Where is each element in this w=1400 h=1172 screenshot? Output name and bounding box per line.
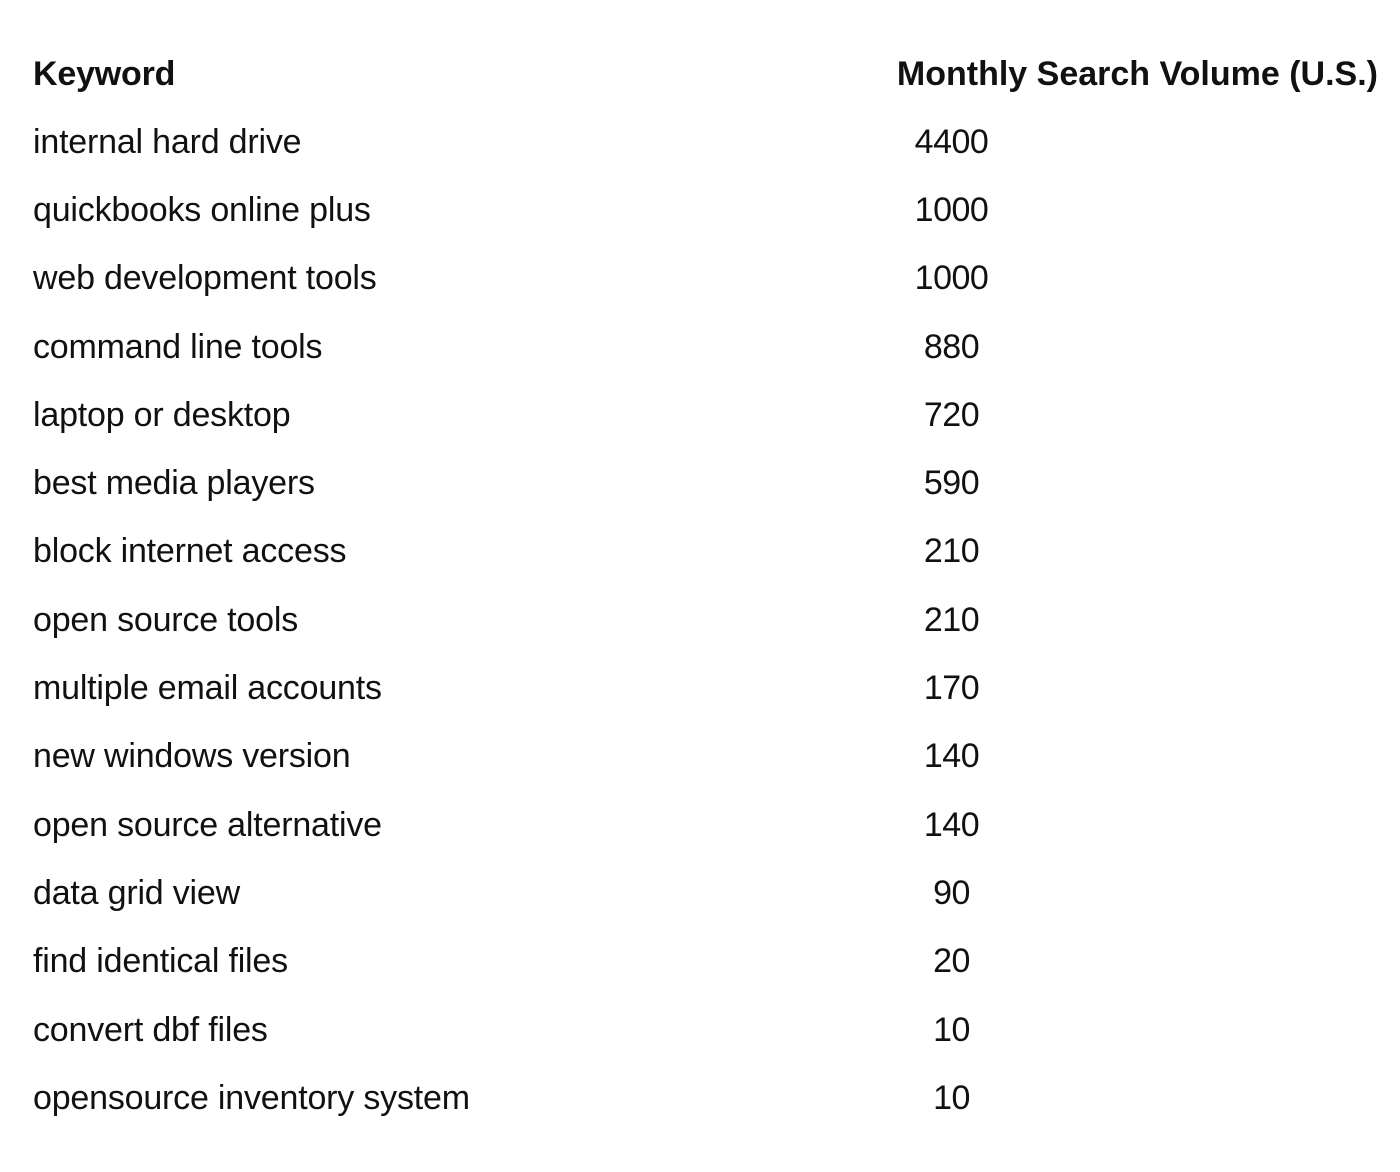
volume-cell: 10 — [933, 1010, 970, 1049]
keyword-cell: new windows version — [33, 737, 351, 776]
keyword-cell: open source alternative — [33, 805, 382, 844]
volume-cell-wrapper — [873, 259, 1378, 298]
keyword-cell: open source tools — [33, 600, 298, 639]
volume-cell-wrapper — [873, 806, 1378, 845]
table-row — [33, 654, 1378, 722]
keyword-cell: command line tools — [33, 327, 323, 366]
volume-cell-wrapper — [873, 1079, 1378, 1118]
volume-cell: 1000 — [914, 259, 989, 298]
keyword-cell: multiple email accounts — [33, 669, 382, 708]
keyword-column-header: Keyword — [33, 54, 176, 93]
keyword-volume-table — [33, 40, 1378, 1132]
table-row — [33, 928, 1378, 996]
volume-cell-wrapper — [873, 601, 1378, 640]
volume-cell-wrapper — [873, 464, 1378, 503]
volume-cell: 90 — [933, 873, 970, 912]
volume-cell-wrapper — [873, 191, 1378, 230]
keyword-cell: internal hard drive — [33, 122, 302, 161]
volume-cell: 1000 — [914, 190, 989, 229]
table-row — [33, 723, 1378, 791]
keyword-cell: block internet access — [33, 532, 347, 571]
volume-cell-wrapper — [873, 942, 1378, 981]
volume-cell: 20 — [933, 942, 970, 981]
keyword-cell: best media players — [33, 464, 315, 503]
volume-cell-wrapper — [873, 532, 1378, 571]
volume-cell: 210 — [923, 532, 980, 571]
keyword-cell: find identical files — [33, 942, 288, 981]
volume-cell: 170 — [923, 669, 980, 708]
volume-cell: 140 — [923, 737, 980, 776]
table-row — [33, 108, 1378, 176]
table-row — [33, 859, 1378, 927]
volume-cell-wrapper — [873, 123, 1378, 162]
keyword-cell: laptop or desktop — [33, 395, 291, 434]
volume-cell: 880 — [923, 327, 980, 366]
table-body — [33, 108, 1378, 1132]
table-row — [33, 449, 1378, 517]
table-row — [33, 996, 1378, 1064]
volume-cell: 720 — [923, 395, 980, 434]
keyword-cell: data grid view — [33, 873, 240, 912]
keyword-cell: web development tools — [33, 259, 377, 298]
volume-cell: 4400 — [914, 122, 989, 161]
table-row — [33, 518, 1378, 586]
table-row — [33, 586, 1378, 654]
table-row — [33, 1064, 1378, 1132]
keyword-cell: opensource inventory system — [33, 1078, 470, 1117]
volume-column-header: Monthly Search Volume (U.S.) — [896, 54, 1378, 93]
table-row — [33, 245, 1378, 313]
table-row — [33, 176, 1378, 244]
table-header-row — [33, 40, 1378, 108]
volume-cell-wrapper — [873, 874, 1378, 913]
keyword-cell: convert dbf files — [33, 1010, 268, 1049]
table-row — [33, 313, 1378, 381]
keyword-cell: quickbooks online plus — [33, 190, 371, 229]
volume-cell-wrapper — [873, 328, 1378, 367]
volume-cell-wrapper — [873, 396, 1378, 435]
volume-cell: 210 — [923, 600, 980, 639]
volume-cell-wrapper — [873, 1011, 1378, 1050]
table-row — [33, 381, 1378, 449]
volume-cell-wrapper — [873, 669, 1378, 708]
volume-cell: 10 — [933, 1078, 970, 1117]
volume-cell-wrapper — [873, 737, 1378, 776]
volume-cell: 590 — [923, 464, 980, 503]
volume-cell: 140 — [923, 805, 980, 844]
table-row — [33, 791, 1378, 859]
